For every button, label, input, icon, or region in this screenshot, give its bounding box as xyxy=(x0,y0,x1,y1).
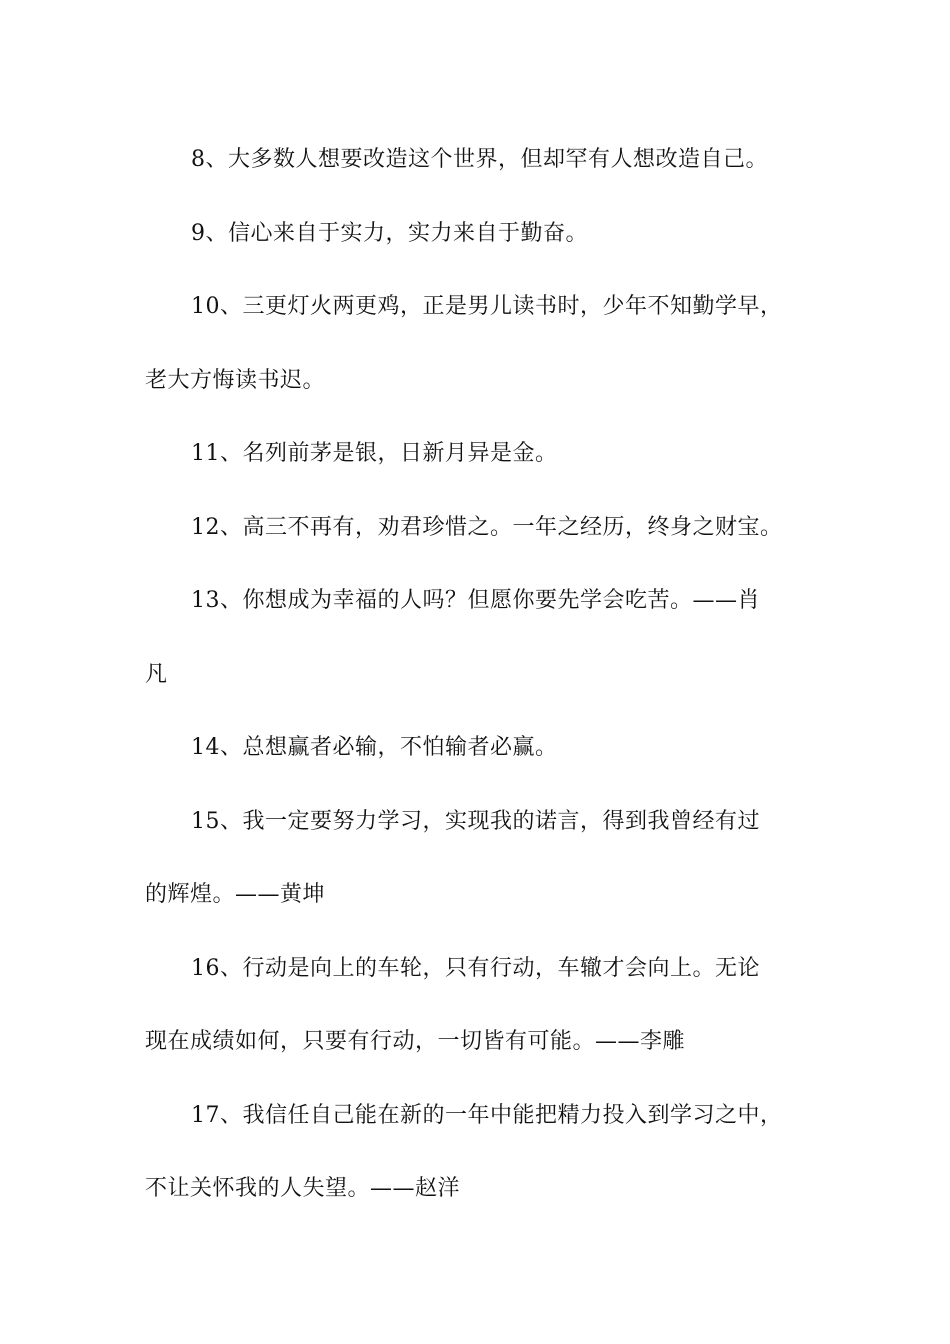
quote-line: 13、你想成为幸福的人吗？但愿你要先学会吃苦。——肖 xyxy=(191,588,760,613)
quote-12 xyxy=(145,491,805,565)
quote-line-continued: 的辉煌。——黄坤 xyxy=(145,882,326,907)
quote-8 xyxy=(145,123,805,197)
quote-line: 17、我信任自己能在新的一年中能把精力投入到学习之中， xyxy=(191,1102,783,1128)
quote-9 xyxy=(145,197,805,271)
quote-line-continued: 现在成绩如何，只要有行动，一切皆有可能。——李雕 xyxy=(145,1029,686,1054)
quote-list xyxy=(145,123,805,1226)
quote-line: 8、大多数人想要改造这个世界，但却罕有人想改造自己。 xyxy=(191,147,768,172)
quote-line: 16、行动是向上的车轮，只有行动，车辙才会向上。无论 xyxy=(191,955,760,981)
quote-17 xyxy=(145,1079,805,1226)
quote-line-continued: 不让关怀我的人失望。——赵洋 xyxy=(145,1176,461,1201)
quote-line: 9、信心来自于实力，实力来自于勤奋。 xyxy=(191,220,588,246)
quote-14 xyxy=(145,711,805,785)
quote-16 xyxy=(145,932,805,1079)
quote-line-continued: 老大方悔读书迟。 xyxy=(145,367,326,393)
quote-15 xyxy=(145,785,805,932)
quote-line: 14、总想赢者必输，不怕输者必赢。 xyxy=(191,735,558,760)
quote-line: 15、我一定要努力学习，实现我的诺言，得到我曾经有过 xyxy=(191,808,760,834)
quote-13 xyxy=(145,564,805,711)
quote-line-continued: 凡 xyxy=(145,661,168,687)
quote-10 xyxy=(145,270,805,417)
quote-11 xyxy=(145,417,805,491)
quote-line: 12、高三不再有，劝君珍惜之。一年之经历，终身之财宝。 xyxy=(191,514,783,540)
quote-line: 10、三更灯火两更鸡，正是男儿读书时，少年不知勤学早， xyxy=(191,294,783,319)
quote-line: 11、名列前茅是银，日新月异是金。 xyxy=(191,441,558,466)
